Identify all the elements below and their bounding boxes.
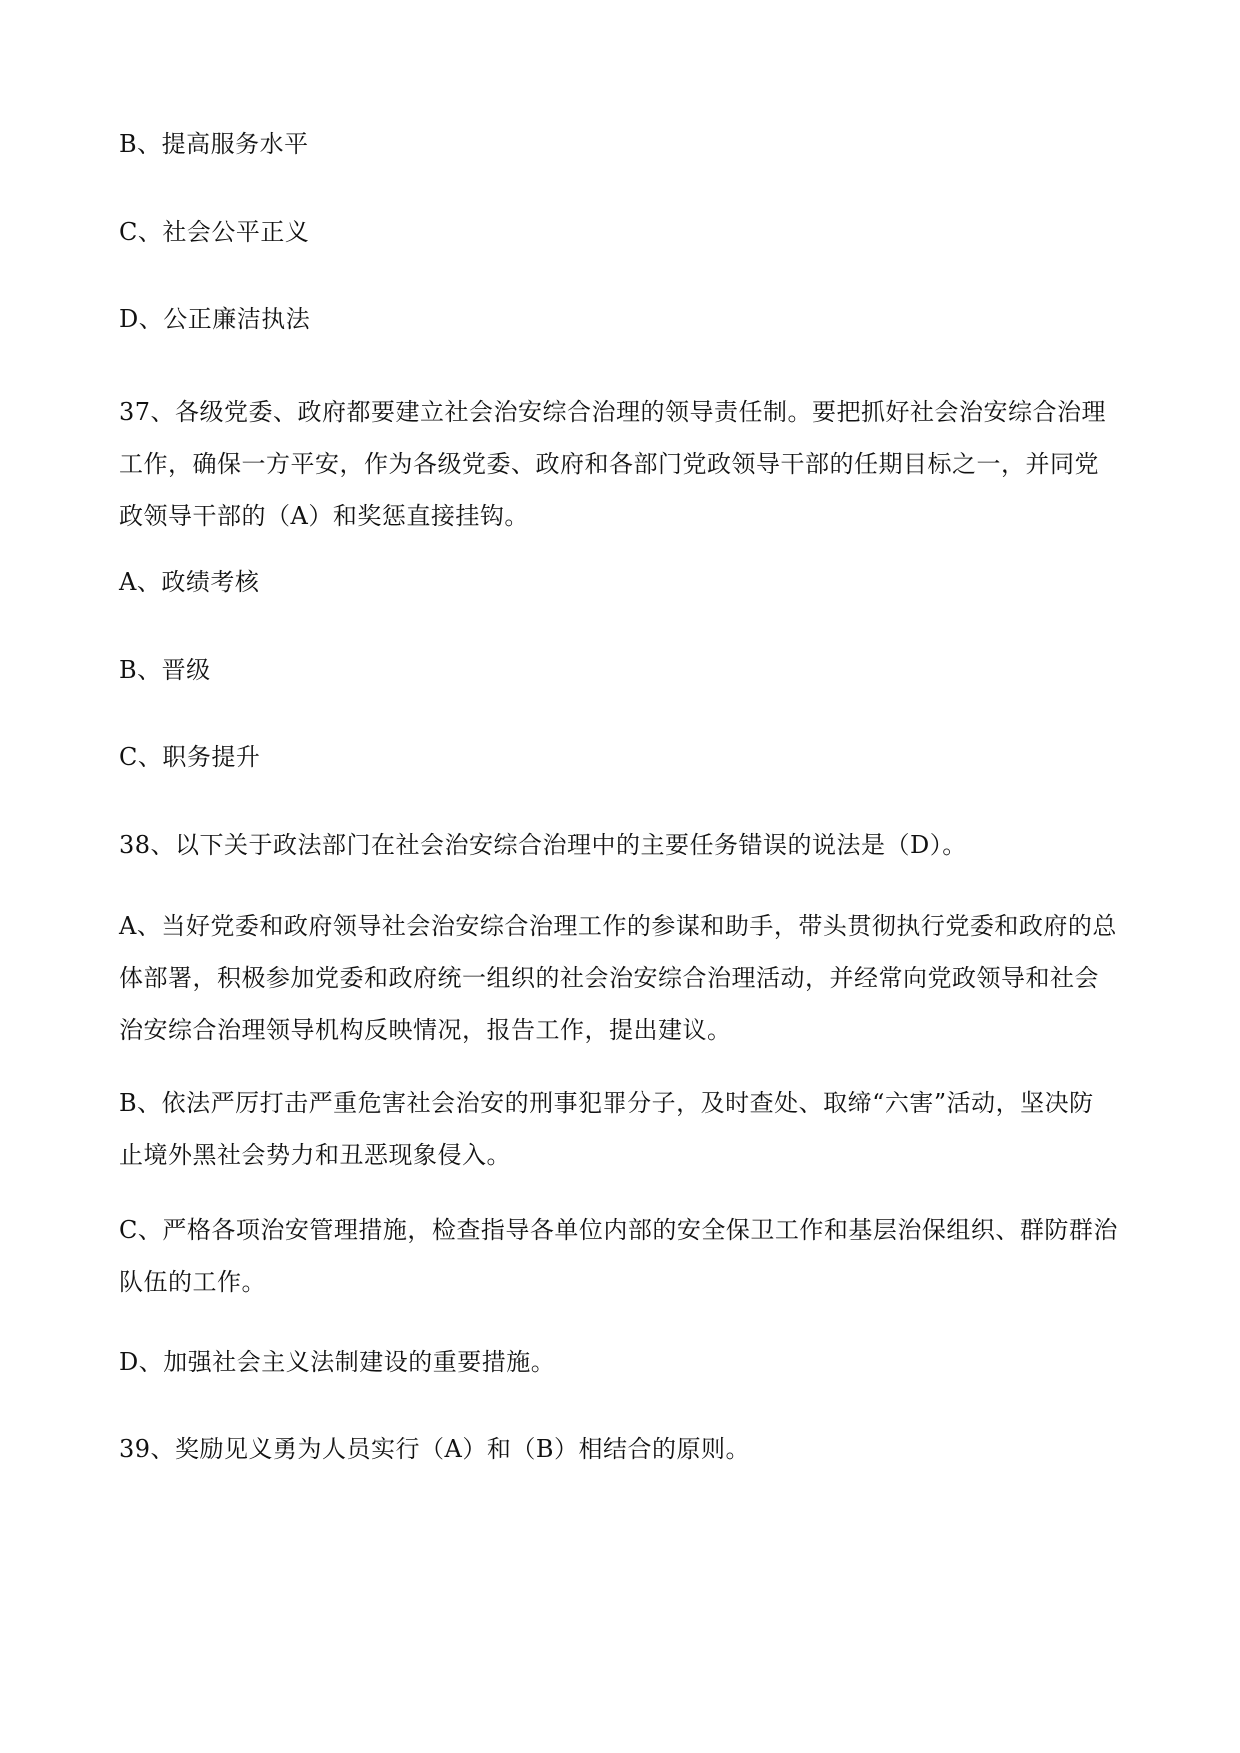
q37-stem-line-1: 37、各级党委、政府都要建立社会治安综合治理的领导责任制。要把抓好社会治安综合治理 <box>119 398 1107 426</box>
q38-option-b <box>119 1077 1129 1181</box>
q38-option-a <box>119 900 1129 1056</box>
q38-option-a-line-3: 治安综合治理领导机构反映情况，报告工作，提出建议。 <box>119 1016 732 1044</box>
q37-option-a: A、政绩考核 <box>119 568 260 596</box>
q36-option-d: D、公正廉洁执法 <box>119 305 311 333</box>
q39-question: 39、奖励见义勇为人员实行（A）和（B）相结合的原则。 <box>119 1435 751 1463</box>
q37-option-c: C、职务提升 <box>119 743 261 771</box>
q36-option-b: B、提高服务水平 <box>119 130 309 158</box>
q37-stem-line-3: 政领导干部的（A）和奖惩直接挂钩。 <box>119 502 529 530</box>
q38-question: 38、以下关于政法部门在社会治安综合治理中的主要任务错误的说法是（D）。 <box>119 831 967 859</box>
q38-option-c-line-1: C、严格各项治安管理措施，检查指导各单位内部的安全保卫工作和基层治保组织、群防群治 <box>119 1216 1118 1244</box>
q38-option-b-line-1: B、依法严厉打击严重危害社会治安的刑事犯罪分子，及时查处、取缔“六害”活动，坚决防 <box>119 1089 1094 1117</box>
q38-option-a-line-1: A、当好党委和政府领导社会治安综合治理工作的参谋和助手，带头贯彻执行党委和政府的总 <box>119 912 1117 940</box>
q38-option-d: D、加强社会主义法制建设的重要措施。 <box>119 1348 556 1376</box>
q38-option-c-line-2: 队伍的工作。 <box>119 1268 266 1296</box>
q38-option-b-line-2: 止境外黑社会势力和丑恶现象侵入。 <box>119 1141 511 1169</box>
q37-stem-line-2: 工作，确保一方平安，作为各级党委、政府和各部门党政领导干部的任期目标之一，并同党 <box>119 450 1099 478</box>
q37-option-b: B、晋级 <box>119 656 211 684</box>
q36-option-c: C、社会公平正义 <box>119 218 310 246</box>
q38-option-a-line-2: 体部署，积极参加党委和政府统一组织的社会治安综合治理活动，并经常向党政领导和社会 <box>119 964 1099 992</box>
q38-option-c <box>119 1204 1129 1308</box>
q37-question <box>119 386 1129 542</box>
